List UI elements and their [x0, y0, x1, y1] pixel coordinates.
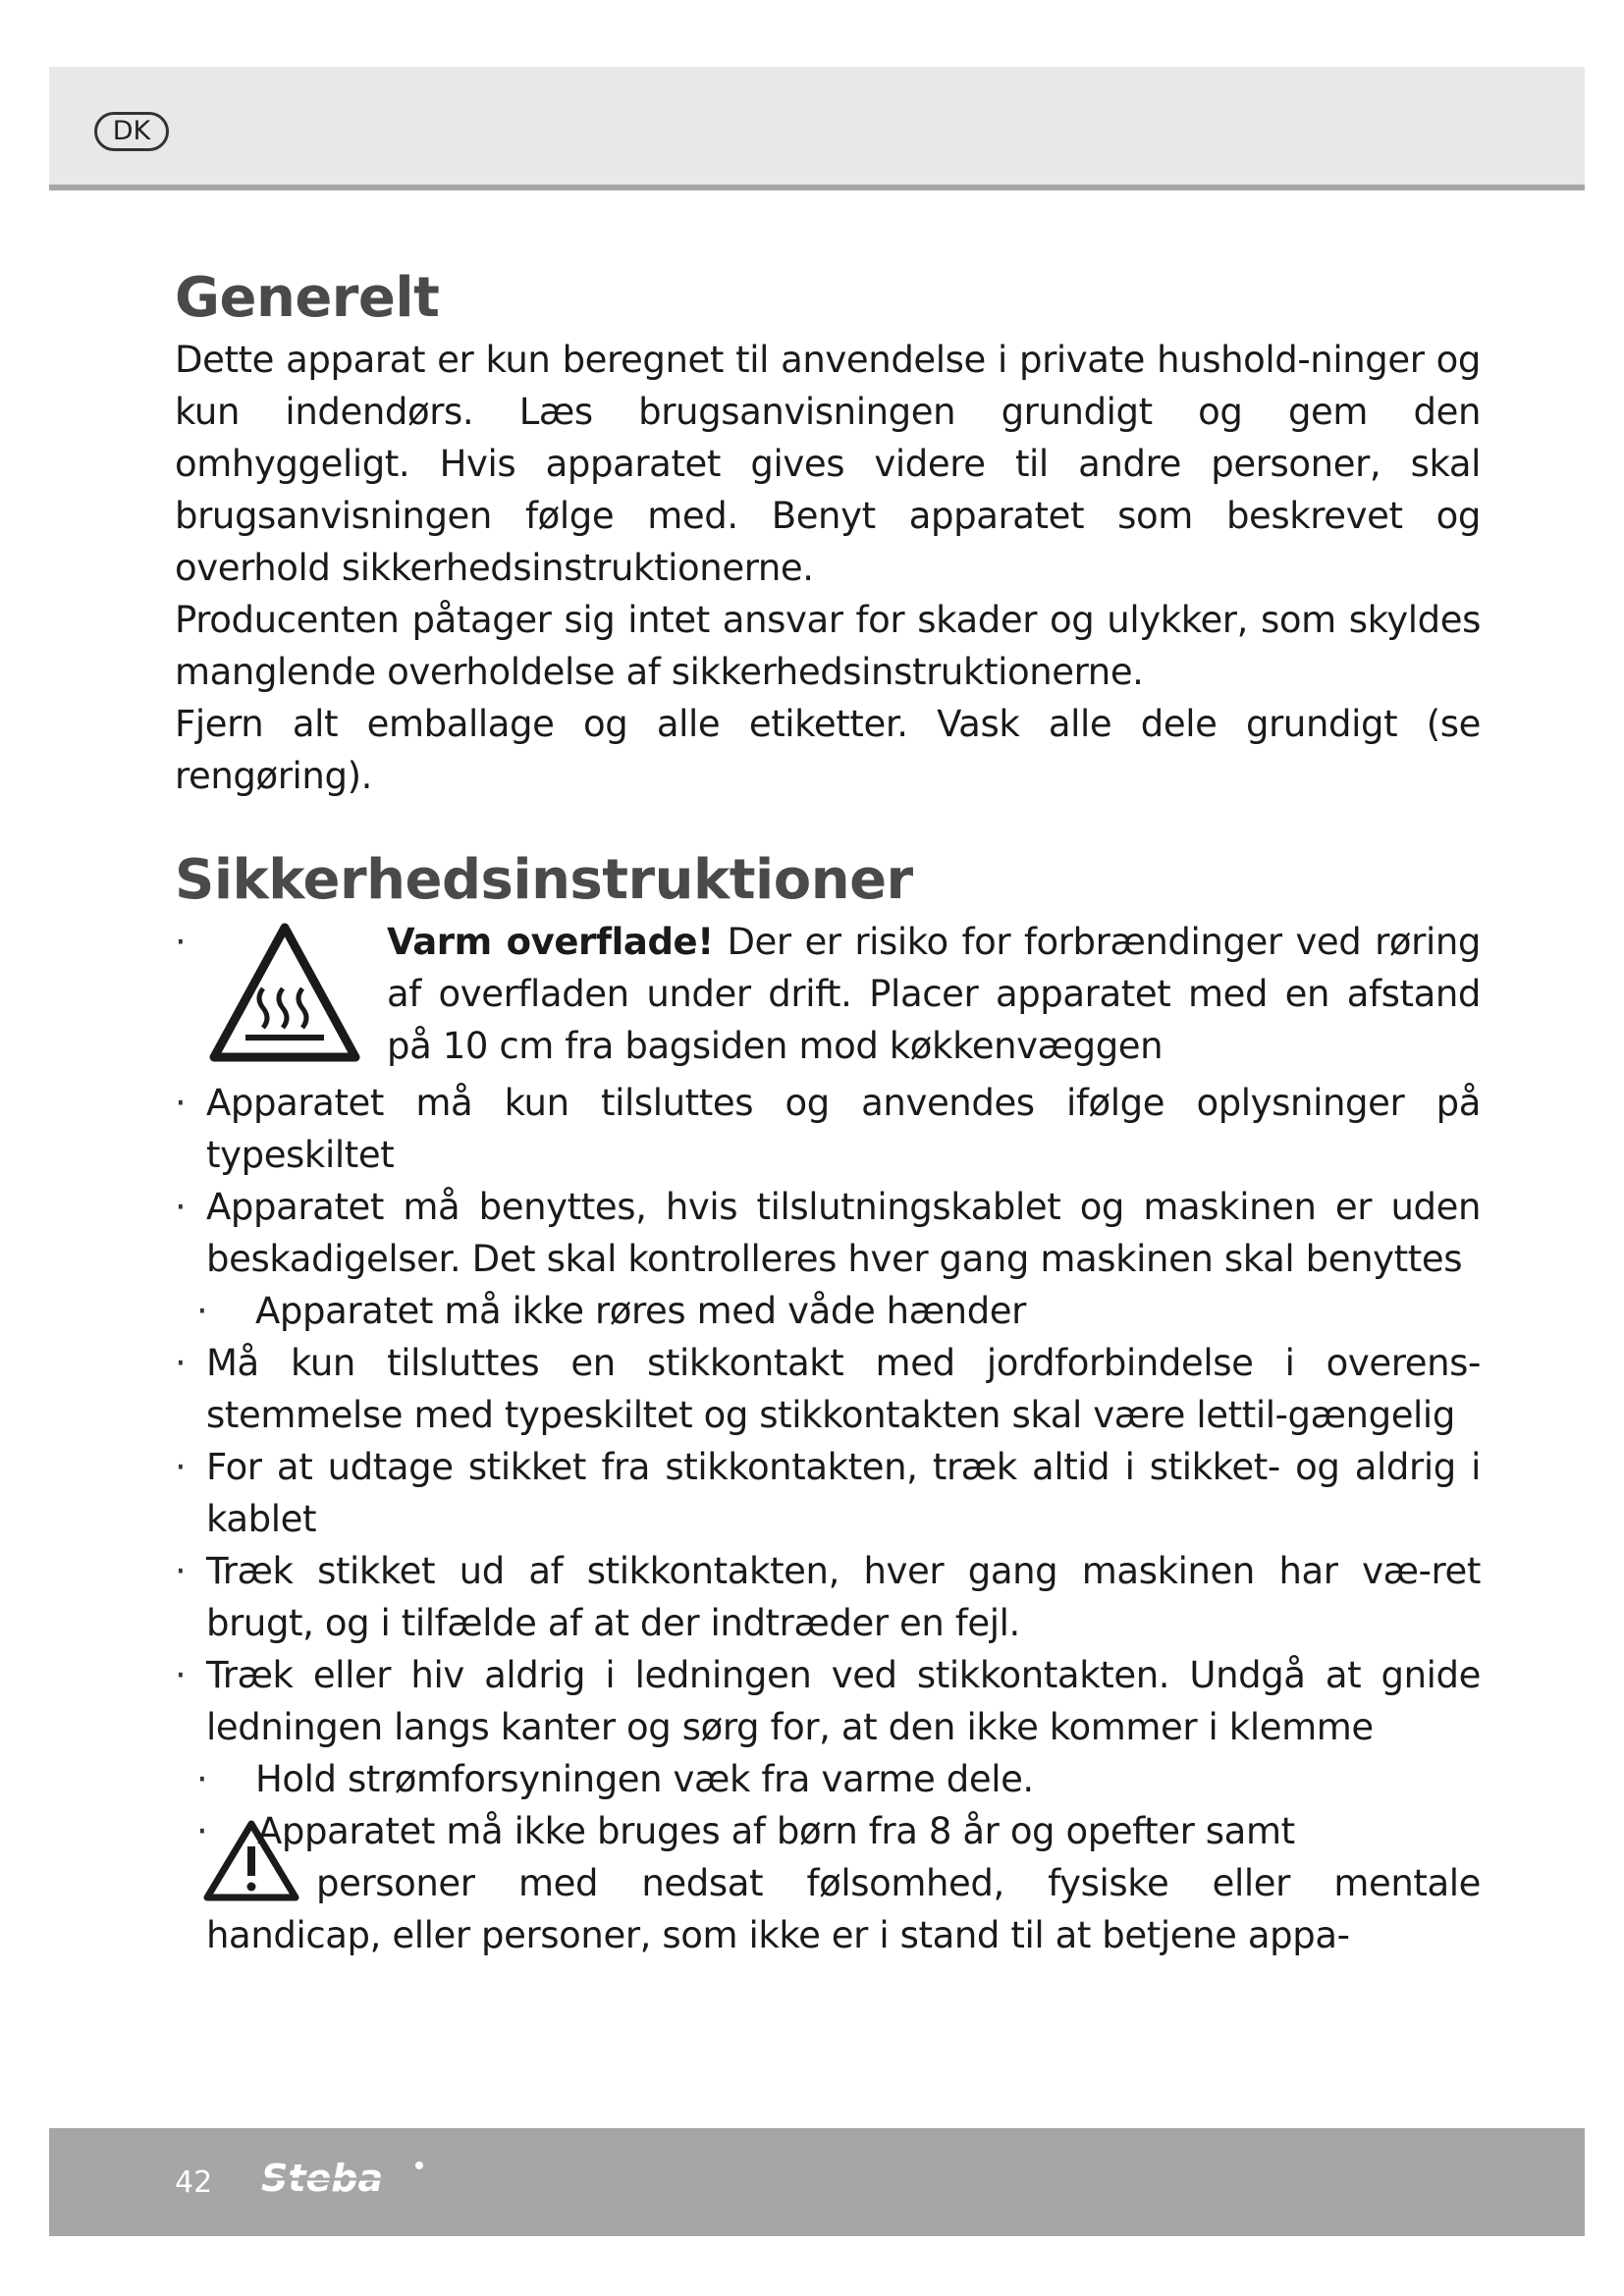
list-item: · Apparatet må benyttes, hvis tilslutningskablet og maskinen er uden beskadigelser. Det skal kontrolleres hver gang maskinen skal benyttes	[175, 1186, 1481, 1280]
list-item-hot-surface: · Varm overflade! Der er risiko for forbrændinger ved røring af overfladen under drift. Placer apparatet med en afstand på 10 cm fra bagsiden mod køkkenvæggen	[175, 916, 1481, 1077]
list-item: · Træk eller hiv aldrig i ledningen ved stikkontakten. Undgå at gnide ledningen langs kanter og sørg for, at den ikke kommer i klemme	[175, 1654, 1481, 1748]
safety-heading: Sikkerhedsinstruktioner	[175, 848, 913, 912]
language-badge: DK	[94, 112, 169, 151]
list-item: · Må kun tilsluttes en stikkontakt med jordforbindelse i overens-stemmelse med typeskiltet og stikkontakten skal være lettil-gængelig	[175, 1342, 1481, 1436]
hot-surface-warning-icon	[206, 920, 363, 1077]
general-paragraph-1: Dette apparat er kun beregnet til anvendelse i private hushold-ninger og kun indendørs. Læs brugsanvisningen grundigt og gem den omhyggeligt. Hvis apparatet gives videre til andre personer, skal brugsanvisningen følge med. Benyt apparatet som beskrevet og overhold sikkerhedsinstruktionerne.	[175, 339, 1481, 589]
safety-list	[175, 916, 1481, 1961]
list-item-children-warning: · Apparatet må ikke bruges af børn fra 8 år og opefter samt personer med nedsat følsomhed, fysiske eller mentale handicap, eller personer, som ikke er i stand til at betjene appa-	[175, 1805, 1481, 1961]
children-warning-line-2: personer med nedsat følsomhed, fysiske eller mentale	[316, 1862, 1481, 1904]
children-warning-line-3: handicap, eller personer, som ikke er i stand til at betjene appa-	[206, 1914, 1350, 1956]
list-item: · Apparatet må kun tilsluttes og anvendes ifølge oplysninger på typeskiltet	[175, 1082, 1481, 1176]
list-item: · For at udtage stikket fra stikkontakten, træk altid i stikket- og aldrig i kablet	[175, 1446, 1481, 1540]
hot-surface-description: Der er risiko for forbrændinger ved røring af overfladen under drift. Placer apparatet med en afstand på 10 cm fra bagsiden mod køkkenvæggen	[387, 921, 1481, 1067]
hot-surface-label: Varm overflade!	[387, 921, 714, 963]
steba-logo	[257, 2156, 434, 2205]
hot-surface-text	[387, 916, 1481, 1072]
general-paragraph-3: Fjern alt emballage og alle etiketter. Vask alle dele grundigt (se rengøring).	[175, 703, 1481, 797]
list-item: · Træk stikket ud af stikkontakten, hver gang maskinen har væ-ret brugt, og i tilfælde af at der indtræder en fejl.	[175, 1550, 1481, 1644]
page-content	[175, 263, 1481, 1961]
page-footer	[49, 2128, 1585, 2236]
general-paragraph-2: Producenten påtager sig intet ansvar for skader og ulykker, som skyldes manglende overholdelse af sikkerhedsinstruktionerne.	[175, 599, 1481, 693]
list-item: · Apparatet må ikke røres med våde hænder	[196, 1290, 1026, 1332]
caution-warning-icon	[202, 1819, 300, 1903]
children-warning-line-1: Apparatet må ikke bruges af børn fra 8 år og opefter samt	[257, 1810, 1295, 1852]
general-heading: Generelt	[175, 266, 440, 330]
page-header	[49, 67, 1585, 190]
svg-text:Steba: Steba	[261, 2157, 384, 2200]
list-item: · Hold strømforsyningen væk fra varme dele.	[196, 1758, 1034, 1800]
page-number: 42	[175, 2165, 213, 2200]
